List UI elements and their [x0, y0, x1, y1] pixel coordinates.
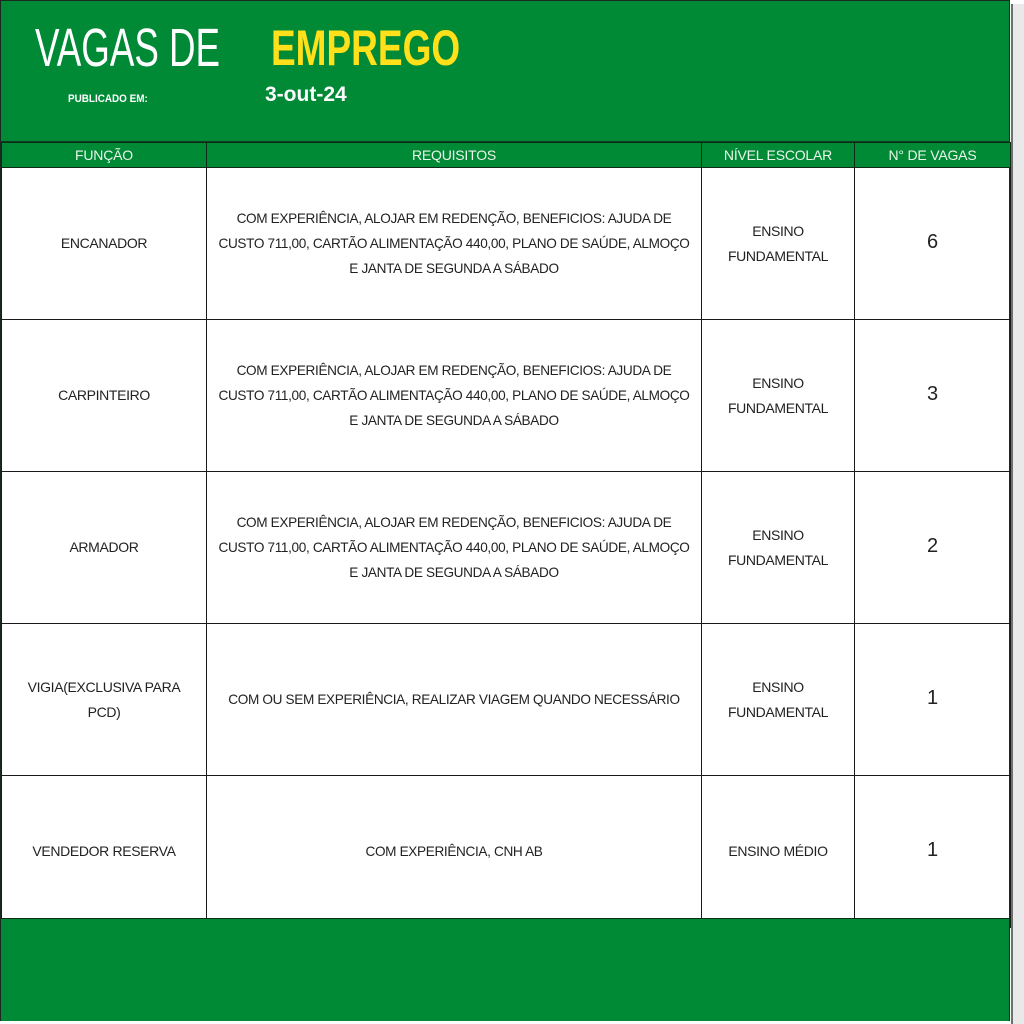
table-row — [2, 472, 1011, 624]
table-row — [2, 168, 1011, 320]
table-row — [2, 320, 1011, 472]
table-row — [2, 776, 1011, 928]
cell-numero-vagas: 1 — [855, 624, 1011, 776]
cell-numero-vagas: 1 — [855, 776, 1011, 928]
vertical-scrollbar[interactable] — [1011, 4, 1024, 1024]
cell-funcao: CARPINTEIRO — [2, 320, 207, 472]
cell-funcao: ARMADOR — [2, 472, 207, 624]
title-emprego: EMPREGO — [271, 20, 461, 76]
title-banner — [1, 1, 1009, 142]
title-vagas-de: VAGAS DE — [35, 18, 221, 78]
cell-funcao: VENDEDOR RESERVA — [2, 776, 207, 928]
cell-numero-vagas: 2 — [855, 472, 1011, 624]
table-row — [2, 624, 1011, 776]
cell-funcao: VIGIA(EXCLUSIVA PARA PCD) — [2, 624, 207, 776]
cell-nivel-escolar: ENSINO MÉDIO — [702, 776, 855, 928]
table-header-row — [2, 143, 1011, 168]
jobs-table — [1, 142, 1011, 928]
cell-requisitos: COM EXPERIÊNCIA, ALOJAR EM REDENÇÃO, BENEFICIOS: AJUDA DE CUSTO 711,00, CARTÃO ALIMENTAÇÃO 440,00, PLANO DE SAÚDE, ALMOÇO E JANTA DE SEGUNDA A SÁBADO — [207, 472, 702, 624]
cell-nivel-escolar: ENSINO FUNDAMENTAL — [702, 624, 855, 776]
cell-numero-vagas: 3 — [855, 320, 1011, 472]
column-header-nivel-escolar: NÍVEL ESCOLAR — [702, 143, 855, 168]
published-date: 3-out-24 — [265, 83, 347, 106]
cell-numero-vagas: 6 — [855, 168, 1011, 320]
cell-nivel-escolar: ENSINO FUNDAMENTAL — [702, 472, 855, 624]
cell-funcao: ENCANADOR — [2, 168, 207, 320]
cell-requisitos: COM EXPERIÊNCIA, ALOJAR EM REDENÇÃO, BENEFICIOS: AJUDA DE CUSTO 711,00, CARTÃO ALIMENTAÇÃO 440,00, PLANO DE SAÚDE, ALMOÇO E JANTA DE SEGUNDA A SÁBADO — [207, 168, 702, 320]
cell-requisitos: COM EXPERIÊNCIA, CNH AB — [207, 776, 702, 928]
cell-nivel-escolar: ENSINO FUNDAMENTAL — [702, 168, 855, 320]
column-header-requisitos: REQUISITOS — [207, 143, 702, 168]
cell-requisitos: COM OU SEM EXPERIÊNCIA, REALIZAR VIAGEM QUANDO NECESSÁRIO — [207, 624, 702, 776]
footer-band — [1, 918, 1009, 1021]
column-header-numero-vagas: N° DE VAGAS — [855, 143, 1011, 168]
cell-requisitos: COM EXPERIÊNCIA, ALOJAR EM REDENÇÃO, BENEFICIOS: AJUDA DE CUSTO 711,00, CARTÃO ALIMENTAÇÃO 440,00, PLANO DE SAÚDE, ALMOÇO E JANTA DE SEGUNDA A SÁBADO — [207, 320, 702, 472]
cell-nivel-escolar: ENSINO FUNDAMENTAL — [702, 320, 855, 472]
published-label: PUBLICADO EM: — [68, 93, 148, 105]
column-header-funcao: FUNÇÃO — [2, 143, 207, 168]
